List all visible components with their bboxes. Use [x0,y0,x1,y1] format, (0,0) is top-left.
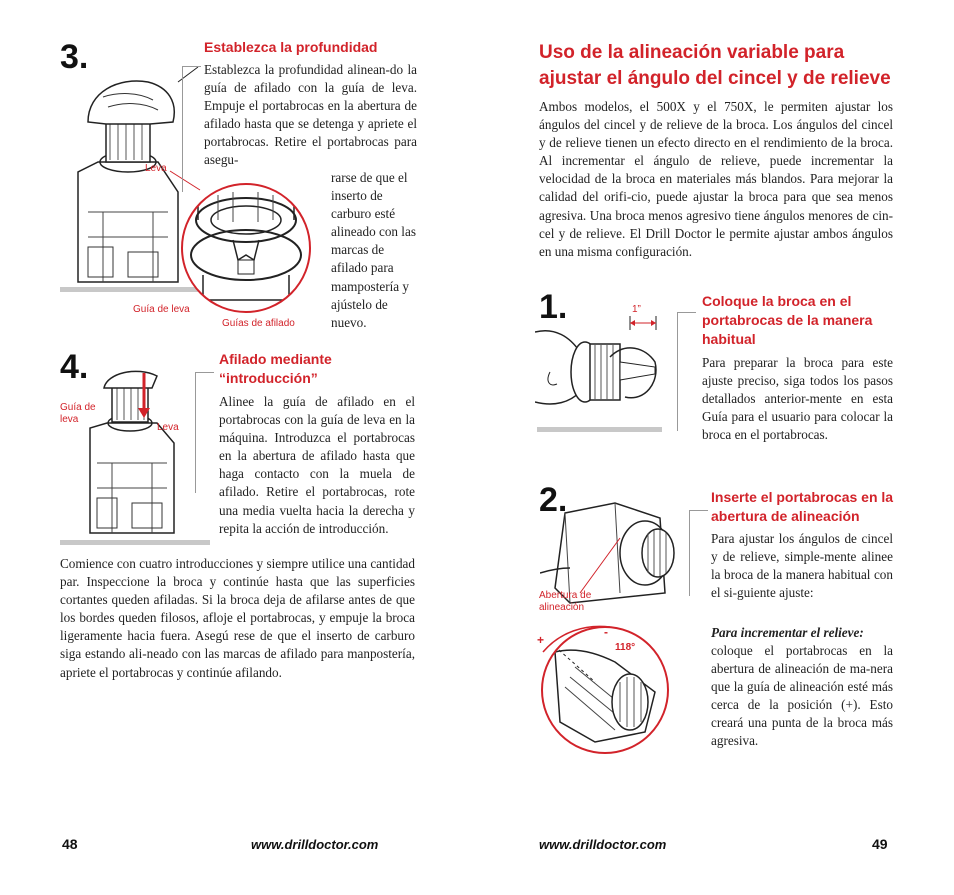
step-4-number: 4. [60,348,89,386]
alignment-detail-circle [535,622,670,757]
step-4-shadow [60,540,210,545]
step-2-bracket [689,510,708,596]
label-guias-de-afilado: Guías de afilado [222,318,295,329]
step-3-bracket [182,66,201,192]
label-plus: + [537,633,545,647]
right-intro: Ambos modelos, el 500X y el 750X, le permiten ajustar los ángulos del cincel y de relieve de la broca. Los ángulos del cincel y de relieve tienen un efecto directo en el rendimiento de la broca. Al incrementar el ángulo de relieve, puede incrementar la velocidad de la broca en materiales más blandos. Para mejorar la calidad del orifi-cio, puede ajustar la broca para que sea menos agresiva. Una broca menos agresivo tiene ángulos menores de cin-cel y de relieve. El Drill Doctor le permite ajustar ambos ángulos en una misma configuración. [539,99,893,259]
step-1-illustration [535,312,665,434]
step-2-body: Para ajustar los ángulos de cincel y de relieve, simple-mente alinee la broca de la manera habitual con el si-guiente ajuste: [711,531,893,601]
step-1-body: Para preparar la broca para este ajuste preciso, siga todos los pasos detallados anterior-mente en esta Guía para el usuario para colocar la broca en el portabrocas. [702,355,893,443]
step-1-number: 1. [539,288,568,326]
step-2-subheading: Para incrementar el relieve: [711,625,864,640]
page-number-right: 49 [872,836,888,852]
label-leva-3: Leva [145,163,167,174]
step-3-heading: Establezca la profundidad [204,39,378,55]
step-4-heading: Afilado mediante “introducción” [219,351,332,386]
left-paragraph: Comience con cuatro introducciones y siempre utilice una cantidad par. Inspeccione la broca y continúe hasta que las superficies cortantes queden afiladas. Si la broca deja de afilarse antes de que los bordes queden filosos, afloje el portabrocas, y empuje la broca ligeramente hacia fuera. Asegú rese de que el inserto de carburo siga estando ali-neado con las marcas de afilado para manpostería, apriete el portabrocas y continúe afilando. [60,556,415,680]
label-guia-de-leva-3: Guía de leva [133,304,190,315]
label-minus: - [604,625,608,639]
label-abertura-de-alineacion: Abertura de alineación [539,590,592,613]
step-3-body-top: Establezca la profundidad alinean-do la guía de afilado con la guía de leva. Empuje el portabrocas en la abertura de afilado hasta que se detenga y apriete el portabrocas. Retire el portabrocas para asegu- [204,62,417,168]
label-angle: 118° [615,642,636,653]
label-guia-de-leva-4: Guía de leva [60,402,96,425]
step-2-heading: Inserte el portabrocas en la abertura de alineación [711,489,894,524]
dimension-label: 1” [632,304,641,315]
footer-url-left: www.drilldoctor.com [251,837,379,852]
step-4-bracket [195,372,214,493]
step-1-bracket [677,312,696,431]
page-number-left: 48 [62,836,78,852]
step-2-number: 2. [539,481,568,519]
right-title: Uso de la alineación variable para ajustar el ángulo del cincel y de relieve [539,42,891,89]
cam-guide-detail-circle [178,180,314,316]
step-4-illustration [82,368,182,543]
footer-url-right: www.drilldoctor.com [539,837,667,852]
step-3-number: 3. [60,38,89,76]
label-leva-4: Leva [157,422,179,433]
step-3-body-side: rarse de que el inserto de carburo esté alineado con las marcas de afilado para mampostería y ajústelo de nuevo. [331,170,416,330]
step-4-body: Alinee la guía de afilado en el portabrocas con la guía de leva en la máquina. Introduzca el portabrocas en la abertura de afilado hasta que haga contacto con la muela de afilado. Retire el portabrocas, rote una media vuelta hacia la derecha y repita la acción de introducción. [219,394,415,536]
step-2-body2: coloque el portabrocas en la abertura de alineación de ma-nera que la guía de alineación esté más cerca de la posición (+). Esto creará una punta de la broca más agresiva. [711,643,893,749]
step-1-heading: Coloque la broca en el portabrocas de la manera habitual [702,293,873,347]
